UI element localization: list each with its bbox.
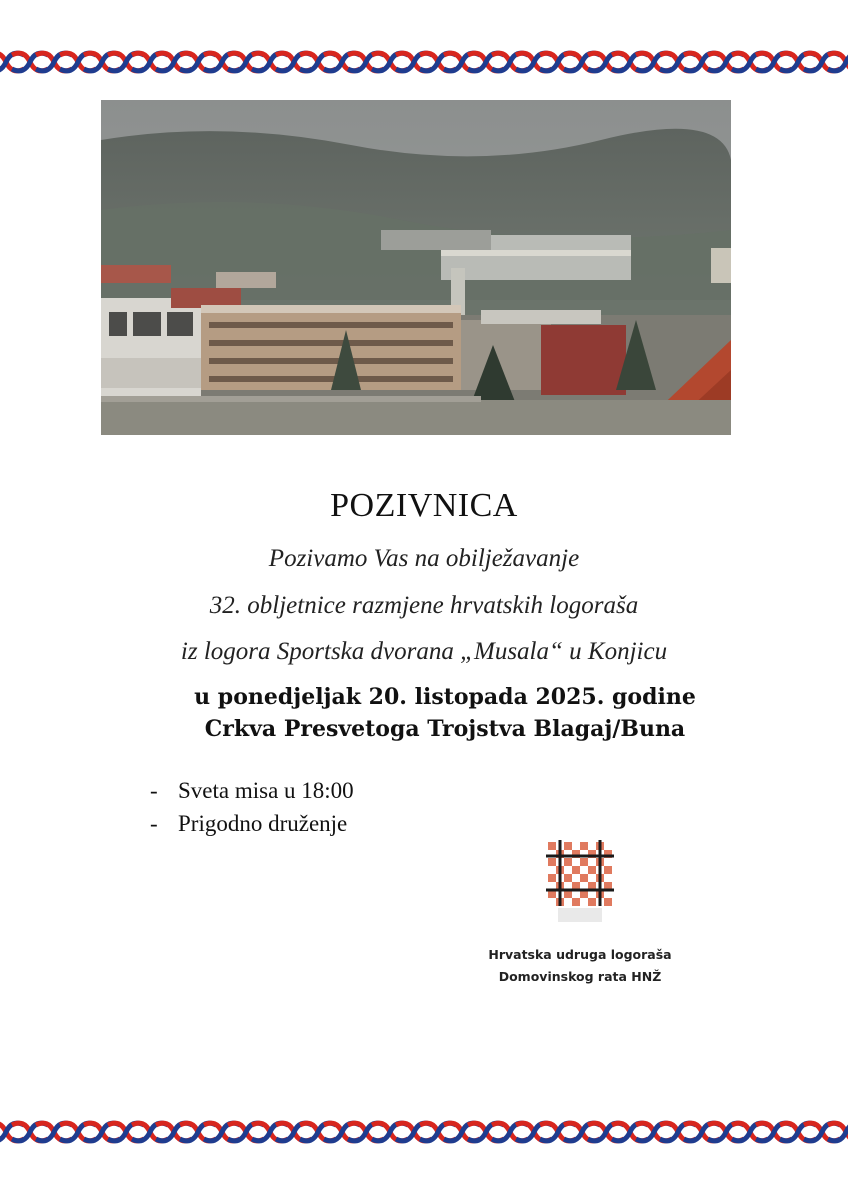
braid-strand-blue xyxy=(12,53,48,71)
logo-check-square xyxy=(564,858,572,866)
braid-strand-blue xyxy=(660,1123,696,1141)
event-date: u ponedjeljak 20. listopada 2025. godine xyxy=(194,684,696,710)
braid-strand-blue xyxy=(228,53,264,71)
braid-strand-blue xyxy=(444,1123,480,1141)
list-dash: - xyxy=(150,778,158,803)
braid-strand-blue xyxy=(180,53,216,71)
braid-strand-blue xyxy=(708,1123,744,1141)
braid-strand-blue xyxy=(372,1123,408,1141)
list-item xyxy=(150,811,354,844)
braid-border-bottom xyxy=(0,1117,848,1147)
braid-strand-blue xyxy=(420,1123,456,1141)
braid-strand-blue xyxy=(636,1123,672,1141)
braid-strand-blue xyxy=(60,53,96,71)
braid-strand-blue xyxy=(540,1123,576,1141)
logo-check-square xyxy=(564,842,572,850)
logo-check-square xyxy=(548,874,556,882)
braid-strand-blue xyxy=(276,53,312,71)
logo-check-square xyxy=(548,842,556,850)
braid-strand-blue xyxy=(84,53,120,71)
invitation-title: POZIVNICA xyxy=(330,487,518,524)
braid-strand-blue xyxy=(372,53,408,71)
braid-strand-blue xyxy=(492,1123,528,1141)
braid-strand-blue xyxy=(588,1123,624,1141)
braid-strand-blue xyxy=(564,53,600,71)
braid-strand-blue xyxy=(756,1123,792,1141)
list-dash: - xyxy=(150,811,158,836)
logo-check-square xyxy=(580,874,588,882)
braid-strand-blue xyxy=(156,1123,192,1141)
braid-strand-blue xyxy=(732,53,768,71)
braid-strand-blue xyxy=(684,53,720,71)
braid-strand-blue xyxy=(804,1123,840,1141)
braid-strand-blue xyxy=(588,53,624,71)
braid-strand-blue xyxy=(732,1123,768,1141)
program-item-gathering: Prigodno druženje xyxy=(178,811,348,836)
braid-strand-blue xyxy=(780,53,816,71)
braid-strand-blue xyxy=(228,1123,264,1141)
invite-line-2: 32. obljetnice razmjene hrvatskih logoraša xyxy=(209,592,639,619)
braid-strand-blue xyxy=(324,1123,360,1141)
braid-strand-blue xyxy=(396,53,432,71)
braid-strand-blue xyxy=(204,1123,240,1141)
braid-strand-blue xyxy=(636,53,672,71)
logo-check-square xyxy=(564,874,572,882)
invite-line-1: Pozivamo Vas na obilježavanje xyxy=(268,545,580,572)
braid-strand-blue xyxy=(348,53,384,71)
braid-strand-blue xyxy=(12,1123,48,1141)
organization-name-line-1: Hrvatska udruga logoraša xyxy=(488,947,672,962)
braid-strand-blue xyxy=(444,53,480,71)
braid-strand-blue xyxy=(252,53,288,71)
logo-check-square xyxy=(604,866,612,874)
braid-strand-blue xyxy=(108,1123,144,1141)
braid-strand-blue xyxy=(276,1123,312,1141)
event-location: Crkva Presvetoga Trojstva Blagaj/Buna xyxy=(204,716,686,742)
braid-strand-blue xyxy=(564,1123,600,1141)
braid-strand-blue xyxy=(300,1123,336,1141)
braid-strand-blue xyxy=(348,1123,384,1141)
braid-strand-blue xyxy=(180,1123,216,1141)
braid-strand-blue xyxy=(156,53,192,71)
braid-strand-blue xyxy=(516,1123,552,1141)
logo-check-square xyxy=(580,858,588,866)
braid-strand-blue xyxy=(132,53,168,71)
organization-name-line-2: Domovinskog rata HNŽ xyxy=(498,969,662,984)
braid-strand-blue xyxy=(252,1123,288,1141)
invite-line-3: iz logora Sportska dvorana „Musala“ u Konjicu xyxy=(180,638,668,665)
braid-strand-blue xyxy=(780,1123,816,1141)
program-item-mass: Sveta misa u 18:00 xyxy=(178,778,354,803)
checkerboard-grid-logo xyxy=(540,838,620,928)
braid-strand-blue xyxy=(540,53,576,71)
logo-check-square xyxy=(580,842,588,850)
logo-check-square xyxy=(588,866,596,874)
braid-strand-blue xyxy=(684,1123,720,1141)
logo-check-square xyxy=(572,898,580,906)
braid-strand-blue xyxy=(492,53,528,71)
braid-strand-blue xyxy=(612,53,648,71)
braid-strand-blue xyxy=(108,53,144,71)
logo-check-square xyxy=(548,858,556,866)
braid-strand-blue xyxy=(204,53,240,71)
braid-strand-blue xyxy=(300,53,336,71)
program-list xyxy=(150,778,354,844)
braid-strand-blue xyxy=(60,1123,96,1141)
list-item xyxy=(150,778,354,811)
braid-strand-blue xyxy=(708,53,744,71)
braid-strand-blue xyxy=(804,53,840,71)
braid-border-top xyxy=(0,47,848,77)
braid-strand-blue xyxy=(36,1123,72,1141)
logo-check-square xyxy=(588,898,596,906)
logo-check-square xyxy=(572,866,580,874)
town-photo xyxy=(101,100,731,435)
braid-strand-blue xyxy=(420,53,456,71)
braid-strand-blue xyxy=(132,1123,168,1141)
braid-strand-blue xyxy=(660,53,696,71)
braid-strand-blue xyxy=(396,1123,432,1141)
braid-strand-blue xyxy=(516,53,552,71)
braid-strand-blue xyxy=(756,53,792,71)
braid-strand-blue xyxy=(612,1123,648,1141)
braid-strand-blue xyxy=(468,53,504,71)
braid-strand-blue xyxy=(36,53,72,71)
braid-strand-blue xyxy=(84,1123,120,1141)
braid-strand-blue xyxy=(324,53,360,71)
logo-check-square xyxy=(604,898,612,906)
braid-strand-blue xyxy=(468,1123,504,1141)
